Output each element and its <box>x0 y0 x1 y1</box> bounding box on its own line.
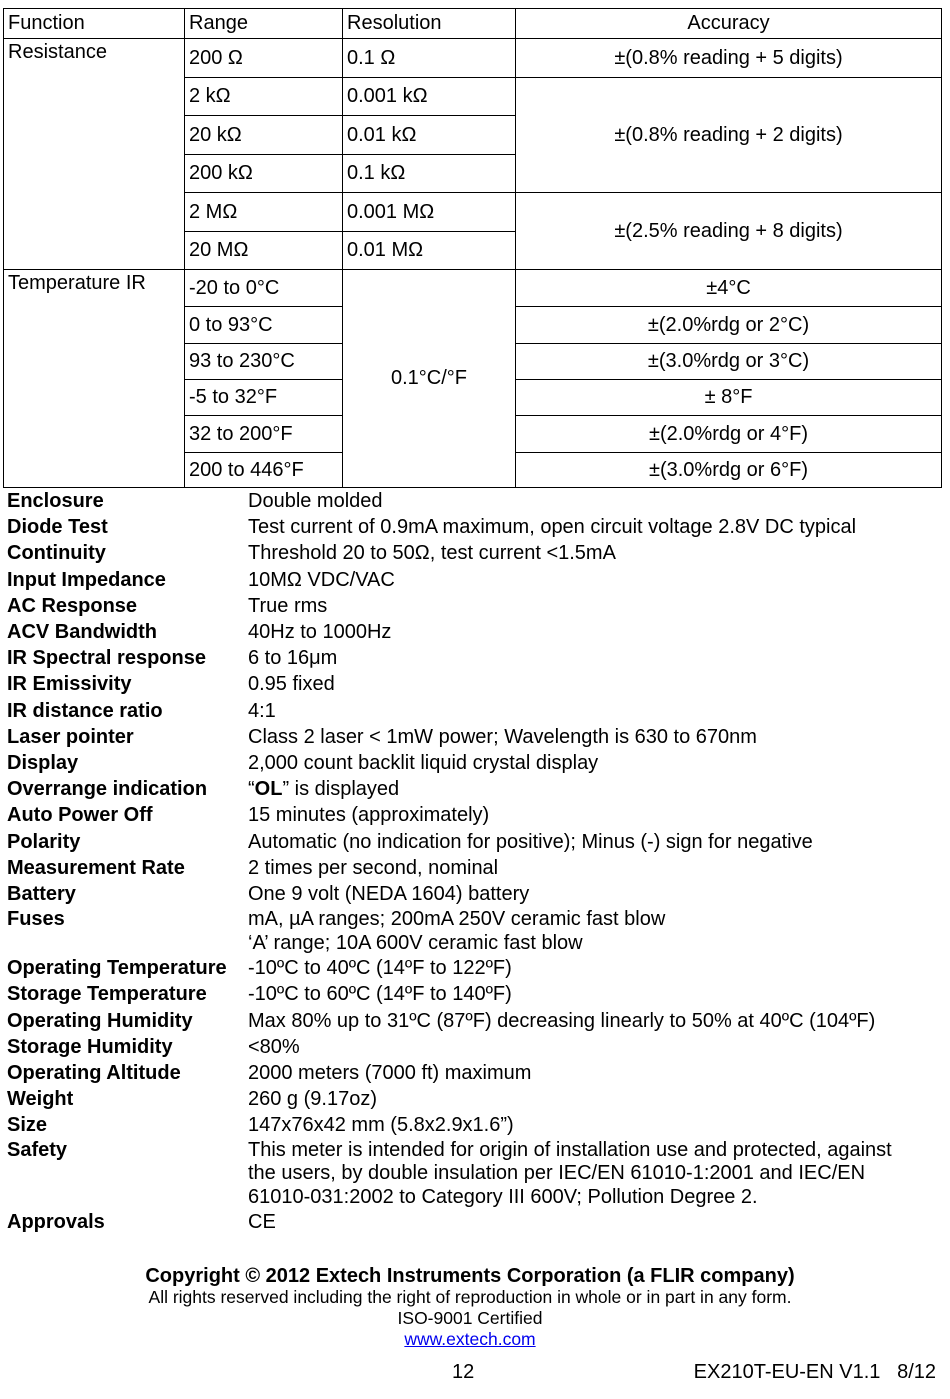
accuracy-cell: ±(2.5% reading + 8 digits) <box>516 193 942 270</box>
spec-row <box>7 855 937 881</box>
spec-row <box>7 540 937 566</box>
spec-label: Diode Test <box>7 516 108 539</box>
spec-value: Double molded <box>248 490 383 512</box>
spec-row <box>7 750 937 776</box>
rights-notice: All rights reserved including the right of reproduction in whole or in part in any form. <box>148 1287 792 1307</box>
spec-value: <80% <box>248 1035 300 1058</box>
spec-row <box>7 881 937 907</box>
range-cell: 32 to 200°F <box>185 416 343 453</box>
spec-label: Size <box>7 1114 48 1137</box>
spec-value: 40Hz to 1000Hz <box>248 621 392 644</box>
spec-label: Overrange indication <box>7 778 208 801</box>
spec-label: Approvals <box>7 1211 105 1234</box>
spec-row <box>7 593 937 619</box>
spec-row <box>7 955 937 981</box>
spec-value-line: This meter is intended for origin of installation use and protected, against <box>248 1138 892 1161</box>
spec-value: Test current of 0.9mA maximum, open circuit voltage 2.8V DC typical <box>248 516 857 539</box>
range-cell: 20 MΩ <box>185 232 343 270</box>
spec-label: Safety <box>7 1138 68 1161</box>
accuracy-cell: ±(3.0%rdg or 3°C) <box>516 344 942 380</box>
accuracy-cell: ±(0.8% reading + 5 digits) <box>516 39 942 78</box>
overrange-text: ” is displayed <box>282 778 400 801</box>
spec-label: AC Response <box>7 594 138 617</box>
spec-label: Auto Power Off <box>7 804 153 827</box>
spec-value: True rms <box>248 594 328 617</box>
spec-value: 6 to 16μm <box>248 647 338 670</box>
iso-certification: ISO-9001 Certified <box>397 1308 543 1328</box>
spec-label: Polarity <box>7 830 81 853</box>
spec-value: -10ºC to 60ºC (14ºF to 140ºF) <box>248 983 512 1006</box>
range-cell: 200 kΩ <box>185 155 343 193</box>
spec-label: Input Impedance <box>7 568 166 591</box>
spec-label: Display <box>7 752 79 775</box>
spec-label: Storage Humidity <box>7 1035 173 1058</box>
range-cell: 200 to 446°F <box>185 453 343 488</box>
spec-label: IR Emissivity <box>7 673 132 696</box>
spec-value-line: ‘A’ range; 10A 600V ceramic fast blow <box>248 932 583 955</box>
spec-value: 260 g (9.17oz) <box>248 1088 377 1111</box>
spec-row <box>7 802 937 828</box>
spec-value: 2,000 count backlit liquid crystal display <box>248 752 599 775</box>
spec-value: Class 2 laser < 1mW power; Wavelength is 630 to 670nm <box>248 725 757 748</box>
spec-row <box>7 698 937 724</box>
spec-row <box>7 1008 937 1034</box>
accuracy-cell: ± 8°F <box>516 380 942 416</box>
spec-value: 4:1 <box>248 699 276 722</box>
spec-row <box>7 619 937 645</box>
spec-label: Weight <box>7 1088 74 1111</box>
spec-label: Operating Temperature <box>7 957 227 980</box>
spec-value: One 9 volt (NEDA 1604) battery <box>248 883 530 906</box>
spec-value: 2000 meters (7000 ft) maximum <box>248 1062 532 1085</box>
spec-row <box>7 514 937 540</box>
spec-row <box>7 1209 937 1235</box>
page-number: 12 <box>452 1361 475 1383</box>
accuracy-cell: ±(2.0%rdg or 4°F) <box>516 416 942 453</box>
document-id: EX210T-EU-EN V1.1 8/12 <box>693 1361 936 1383</box>
quote-open: “ <box>248 778 255 801</box>
specifications-table <box>3 8 942 488</box>
resolution-cell: 0.01 kΩ <box>343 116 516 155</box>
resolution-cell: 0.01 MΩ <box>343 232 516 270</box>
spec-row <box>7 1112 937 1138</box>
copyright-notice: Copyright © 2012 Extech Instruments Corporation (a FLIR company) <box>145 1265 795 1287</box>
spec-value: 15 minutes (approximately) <box>248 804 490 827</box>
spec-row <box>7 645 937 671</box>
spec-value: Automatic (no indication for positive); Minus (-) sign for negative <box>248 830 813 853</box>
spec-value <box>248 907 937 955</box>
header-accuracy: Accuracy <box>516 9 942 39</box>
spec-label: IR Spectral response <box>7 647 206 670</box>
spec-value: 2 times per second, nominal <box>248 856 499 879</box>
spec-row <box>7 776 937 802</box>
resolution-cell: 0.1 kΩ <box>343 155 516 193</box>
spec-label: Measurement Rate <box>7 856 185 879</box>
header-resolution: Resolution <box>343 9 516 39</box>
spec-value-line: 61010-031:2002 to Category III 600V; Pollution Degree 2. <box>248 1185 758 1208</box>
general-specifications <box>7 488 937 1235</box>
spec-value: CE <box>248 1211 276 1234</box>
spec-value <box>248 1139 937 1210</box>
accuracy-cell: ±4°C <box>516 270 942 307</box>
spec-value: 0.95 fixed <box>248 673 335 696</box>
range-cell: -5 to 32°F <box>185 380 343 416</box>
spec-label: Fuses <box>7 908 65 931</box>
website-link[interactable]: www.extech.com <box>404 1329 536 1349</box>
range-cell: 2 MΩ <box>185 193 343 232</box>
overrange-symbol: OL <box>254 778 283 801</box>
spec-value-line: mA, µA ranges; 200mA 250V ceramic fast blow <box>248 908 666 931</box>
spec-row <box>7 1139 937 1210</box>
spec-row <box>7 981 937 1007</box>
accuracy-cell: ±(0.8% reading + 2 digits) <box>516 78 942 193</box>
range-cell: -20 to 0°C <box>185 270 343 307</box>
header-range: Range <box>185 9 343 39</box>
spec-row <box>7 488 937 514</box>
range-cell: 0 to 93°C <box>185 307 343 344</box>
spec-label: Continuity <box>7 542 106 565</box>
spec-label: Storage Temperature <box>7 983 207 1006</box>
spec-value: Threshold 20 to 50Ω, test current <1.5mA <box>248 542 616 565</box>
spec-value <box>248 776 937 802</box>
page-footer <box>0 1265 940 1350</box>
spec-row <box>7 724 937 750</box>
range-cell: 20 kΩ <box>185 116 343 155</box>
function-temperature-ir: Temperature IR <box>4 270 185 488</box>
spec-row <box>7 567 937 593</box>
spec-row <box>7 671 937 697</box>
header-function: Function <box>4 9 185 39</box>
spec-row <box>7 1034 937 1060</box>
range-cell: 93 to 230°C <box>185 344 343 380</box>
spec-value: -10ºC to 40ºC (14ºF to 122ºF) <box>248 957 512 980</box>
spec-label: Enclosure <box>7 490 104 512</box>
spec-row <box>7 829 937 855</box>
spec-row <box>7 1060 937 1086</box>
spec-label: IR distance ratio <box>7 699 163 722</box>
spec-value: Max 80% up to 31ºC (87ºF) decreasing linearly to 50% at 40ºC (104ºF) <box>248 1009 876 1032</box>
accuracy-cell: ±(3.0%rdg or 6°F) <box>516 453 942 488</box>
spec-value: 147x76x42 mm (5.8x2.9x1.6”) <box>248 1114 514 1137</box>
resolution-cell: 0.001 MΩ <box>343 193 516 232</box>
spec-label: Battery <box>7 883 76 906</box>
resolution-cell: 0.001 kΩ <box>343 78 516 116</box>
function-resistance: Resistance <box>4 39 185 270</box>
spec-row <box>7 907 937 955</box>
resolution-cell: 0.1°C/°F <box>343 270 516 488</box>
spec-label: ACV Bandwidth <box>7 621 157 644</box>
spec-label: Operating Humidity <box>7 1009 193 1032</box>
range-cell: 200 Ω <box>185 39 343 78</box>
spec-value: 10MΩ VDC/VAC <box>248 568 395 591</box>
spec-label: Operating Altitude <box>7 1062 181 1085</box>
spec-label: Laser pointer <box>7 725 134 748</box>
accuracy-cell: ±(2.0%rdg or 2°C) <box>516 307 942 344</box>
spec-row <box>7 1086 937 1112</box>
resolution-cell: 0.1 Ω <box>343 39 516 78</box>
range-cell: 2 kΩ <box>185 78 343 116</box>
spec-value-line: the users, by double insulation per IEC/EN 61010-1:2001 and IEC/EN <box>248 1162 866 1185</box>
